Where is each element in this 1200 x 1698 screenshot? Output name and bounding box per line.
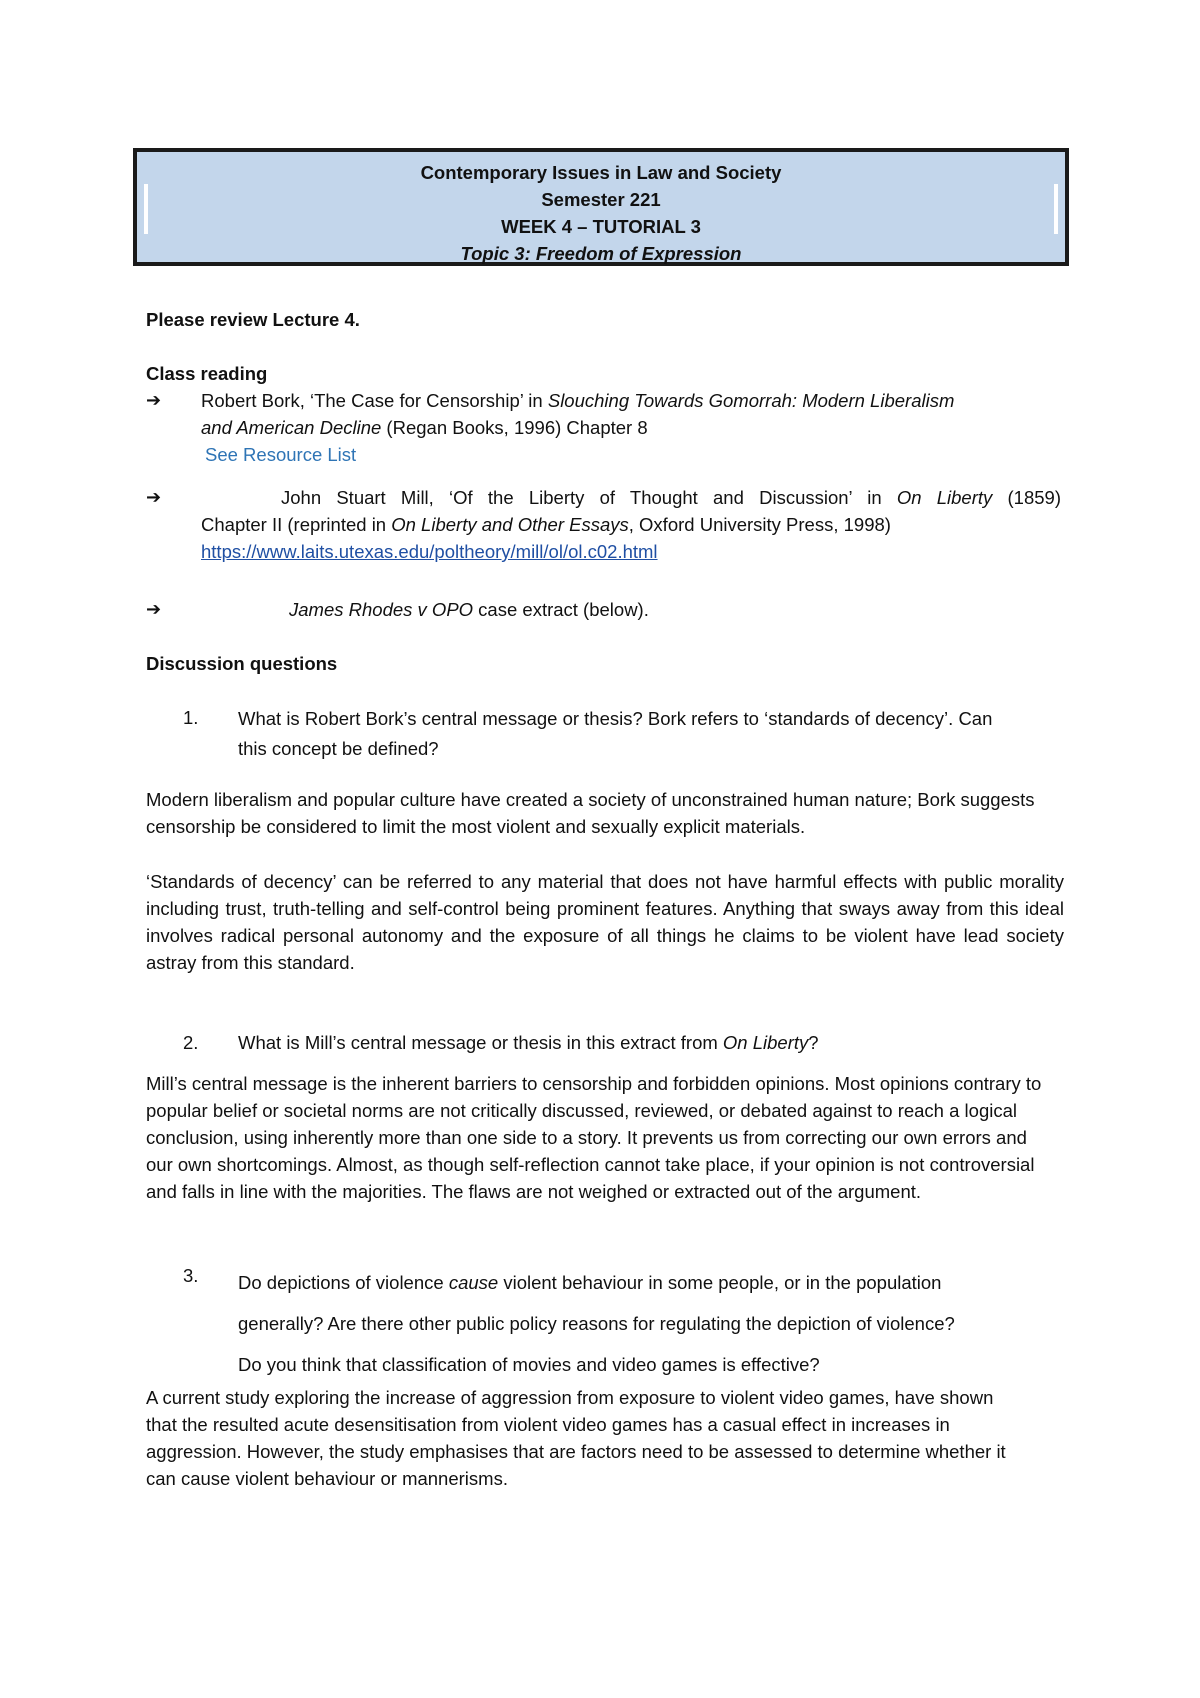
question-1-number: 1. [183, 707, 199, 728]
question-2: What is Mill’s central message or thesis in this extract from On Liberty? [238, 1032, 819, 1053]
reading-item-mill [201, 484, 1061, 565]
title-box-right-mark [1054, 184, 1058, 234]
question-3-number: 3. [183, 1265, 199, 1286]
question-3: Do depictions of violence cause violent behaviour in some people, or in the population generally? Are there other public policy reasons for regulating the depiction of violence? Do you think that classification of movies and video games is effective? [238, 1272, 955, 1375]
mill-url-link[interactable]: https://www.laits.utexas.edu/poltheory/mill/ol/ol.c02.html [201, 541, 658, 562]
reading-bork-line1: Robert Bork, ‘The Case for Censorship’ in Slouching Towards Gomorrah: Modern Liberalism [201, 390, 955, 411]
title-box [133, 148, 1069, 266]
intro-instruction: Please review Lecture 4. [146, 309, 360, 330]
week-label: WEEK 4 – TUTORIAL 3 [501, 216, 701, 237]
bullet-arrow-icon: ➔ [146, 390, 162, 410]
discussion-heading: Discussion questions [146, 653, 338, 674]
answer-2-paragraph: Mill’s central message is the inherent barriers to censorship and forbidden opinions. Most opinions contrary to popular belief or societal norms are not critically discussed, reviewed, or debated against to reach a logical conclusion, using inherently more than one side to a story. It prevents us from correcting our own errors and our own shortcomings. Almost, as though self-reflection cannot take place, if your opinion is not controversial and falls in line with the majorities. The flaws are not weighed or extracted out of the argument. [146, 1073, 1042, 1202]
answer-3-paragraph: A current study exploring the increase of aggression from exposure to violent video games, have shown that the resulted acute desensitisation from violent video games has a casual effect in increases in aggression. However, the study emphasises that are factors need to be assessed to determine whether it can cause violent behaviour or mannerisms. [146, 1387, 1006, 1489]
bullet-arrow-icon: ➔ [146, 487, 162, 507]
reading-mill-line1: John Stuart Mill, ‘Of the Liberty of Thought and Discussion’ in On Liberty (1859) [281, 487, 1061, 508]
question-1: What is Robert Bork’s central message or thesis? Bork refers to ‘standards of decency’. Can this concept be defined? [238, 708, 993, 759]
see-resource-list-link[interactable]: See Resource List [205, 444, 357, 465]
class-reading-heading: Class reading [146, 363, 268, 384]
bullet-arrow-icon: ➔ [146, 599, 162, 619]
course-title: Contemporary Issues in Law and Society [420, 162, 782, 183]
reading-mill-line2: Chapter II (reprinted in On Liberty and Other Essays, Oxford University Press, 1998) [201, 514, 891, 535]
title-box-left-mark [144, 184, 148, 234]
reading-bork-line2: and American Decline (Regan Books, 1996) Chapter 8 [201, 417, 648, 438]
reading-item-rhodes: James Rhodes v OPO case extract (below). [289, 599, 649, 620]
answer-1-paragraph-2: ‘Standards of decency’ can be referred to any material that does not have harmful effects with public morality including trust, truth-telling and self-control being prominent features. Anything that sways away from this ideal involves radical personal autonomy and the exposure of all things he claims to be violent have lead society astray from this standard. [146, 871, 1064, 973]
semester-label: Semester 221 [541, 189, 661, 210]
reading-item-bork [201, 387, 1061, 468]
topic-label: Topic 3: Freedom of Expression [460, 243, 742, 264]
answer-1-paragraph-1: Modern liberalism and popular culture have created a society of unconstrained human nature; Bork suggests censorship be considered to limit the most violent and sexually explicit materials. [146, 789, 1035, 837]
question-2-number: 2. [183, 1032, 199, 1053]
